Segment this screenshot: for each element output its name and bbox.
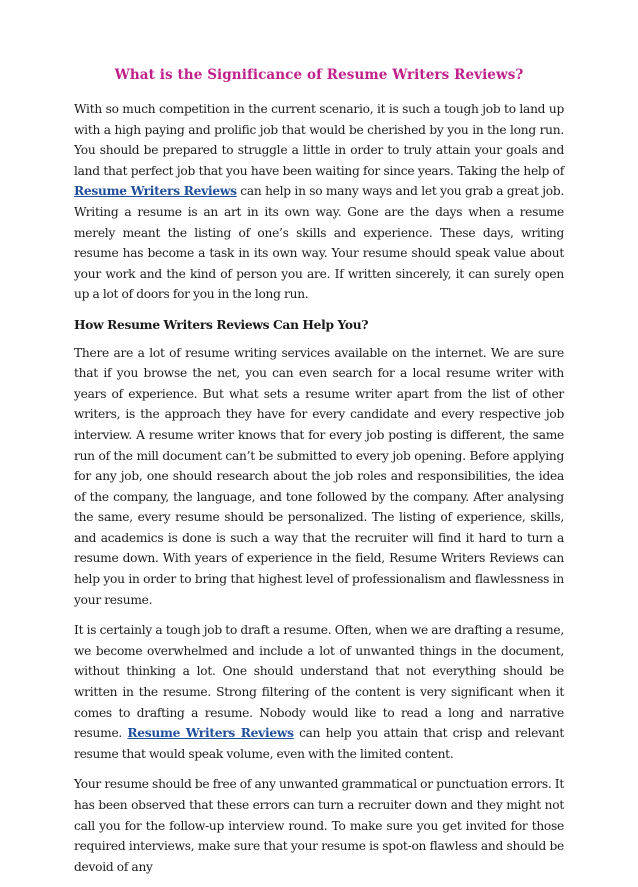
resume-writers-reviews-link-2[interactable]: Resume Writers Reviews [127,726,294,741]
paragraph-drafting-text-a: It is certainly a tough job to draft a resume. Often, when we are drafting a resume, we become overwhelmed and include a lot of unwanted things in the document, without thinking a lot. One should understand that not everything should be written in the resume. Strong filtering of the content is very significant when it comes to drafting a resume. Nobody would like to read a long and narrative resume. [74,623,564,741]
section-heading: How Resume Writers Reviews Can Help You? [74,317,369,332]
document-title: What is the Significance of Resume Writers Reviews? [114,67,524,83]
paragraph-intro [74,99,564,305]
paragraph-errors: Your resume should be free of any unwanted grammatical or punctuation errors. It has been observed that these errors can turn a recruiter down and they might not call you for the follow-up interview round. To make sure you get invited for those required interviews, make sure that your resume is spot-on flawless and should be devoid of any [74,777,564,874]
paragraph-drafting [74,620,564,764]
paragraph-intro-text-b: can help in so many ways and let you grab a great job. Writing a resume is an art in its own way. Gone are the days when a resume merely meant the listing of one’s skills and experience. These days, writing resume has become a task in its own way. Your resume should speak value about your work and the kind of person you are. If written sincerely, it can surely open up a lot of doors for you in the long run. [74,184,564,302]
resume-writers-reviews-link[interactable]: Resume Writers Reviews [74,184,237,199]
paragraph-drafting-text-b: can help you attain that crisp and relevant resume that would speak volume, even with the limited content. [74,726,564,761]
paragraph-services: There are a lot of resume writing services available on the internet. We are sure that if you browse the net, you can even search for a local resume writer with years of experience. But what sets a resume writer apart from the list of other writers, is the approach they have for every candidate and every respective job interview. A resume writer knows that for every job posting is different, the same run of the mill document can’t be submitted to every job opening. Before applying for any job, one should research about the job roles and responsibilities, the idea of the company, the language, and tone followed by the company. After analysing the same, every resume should be personalized. The listing of experience, skills, and academics is done is such a way that the recruiter will find it hard to turn a resume down. With years of experience in the field, Resume Writers Reviews can help you in order to bring that highest level of professionalism and flawlessness in your resume. [74,345,564,607]
paragraph-intro-text-a: With so much competition in the current scenario, it is such a tough job to land up with a high paying and prolific job that would be cherished by you in the long run. You should be prepared to struggle a little in order to truly attain your goals and land that perfect job that you have been waiting for since years. Taking the help of [74,102,564,178]
document-body [74,99,564,887]
